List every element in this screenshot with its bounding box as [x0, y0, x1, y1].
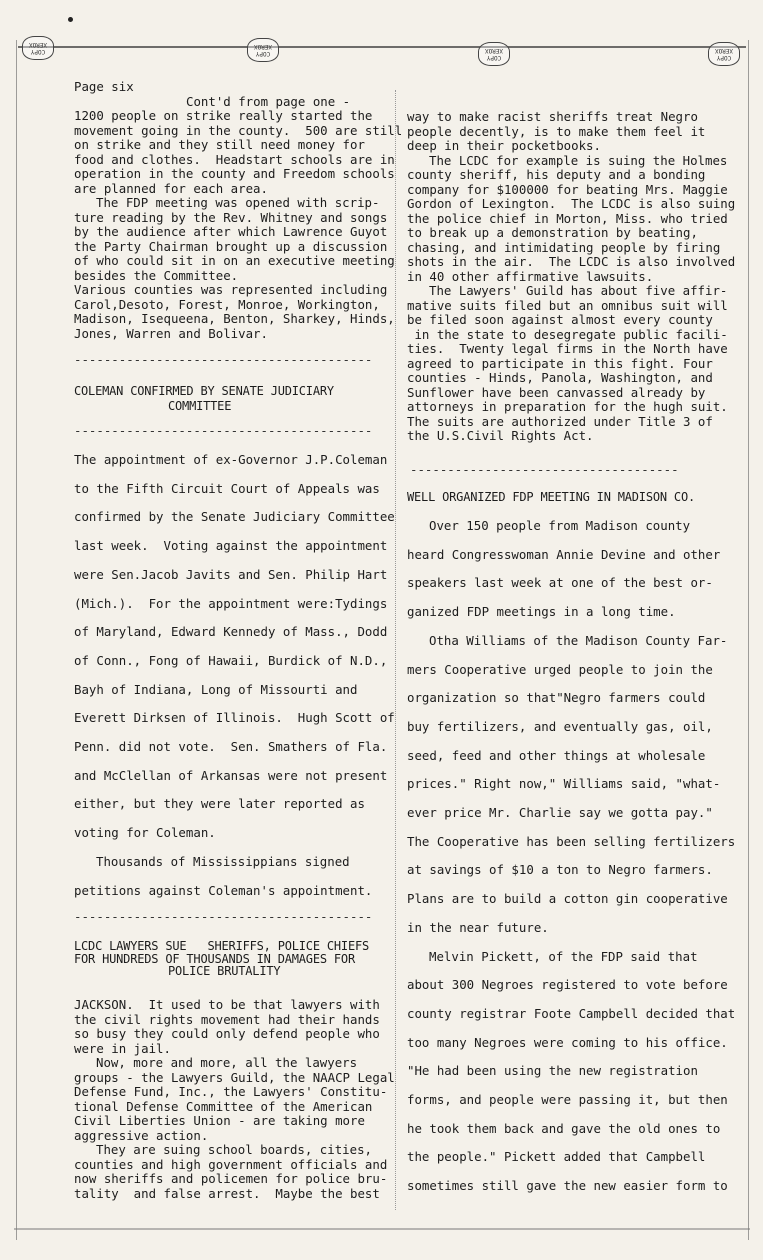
article-line: Otha Williams of the Madison County Far- [429, 632, 728, 648]
top-rule [18, 46, 746, 48]
article-line: were in jail. [74, 1040, 171, 1056]
divider: ---------------------------------------- [74, 423, 373, 438]
scan-edge-left [16, 40, 17, 1240]
article-line: groups - the Lawyers Guild, the NAACP Legal [74, 1069, 395, 1085]
scan-edge-right [748, 40, 749, 1240]
article-line: counties - Hinds, Panola, Washington, and [407, 370, 713, 385]
article-line: petitions against Coleman's appointment. [74, 882, 373, 898]
article-line: of Conn., Fong of Hawaii, Burdick of N.D., [74, 652, 388, 668]
article-line: forms, and people were passing it, but then [407, 1092, 728, 1108]
article-line: ties. Twenty legal firms in the North have [407, 341, 728, 356]
headline-line: POLICE BRUTALITY [168, 964, 281, 978]
article-line: about 300 Negroes registered to vote before [407, 977, 728, 993]
strike-line: on strike and they still need money for [74, 137, 365, 152]
article-line: seed, feed and other things at wholesale [407, 747, 706, 763]
xerox-stamp-4: COPY XEROX [708, 42, 740, 66]
article-line: Sunflower have been canvassed already by [407, 384, 706, 400]
punch-dot [68, 17, 73, 22]
fdp-line: Madison, Isequeena, Benton, Sharkey, Hinds, [74, 311, 395, 326]
headline-line: FOR HUNDREDS OF THOUSANDS IN DAMAGES FOR [74, 951, 355, 966]
coleman-headline [74, 384, 392, 413]
madison-headline [407, 490, 745, 504]
article-line: the police chief in Morton, Miss. who tried [407, 210, 728, 226]
article-line: Gordon of Lexington. The LCDC is also suing [407, 196, 736, 211]
article-line: Penn. did not vote. Sen. Smathers of Fla. [74, 739, 388, 755]
right-column-top [407, 110, 745, 444]
article-line: tional Defense Committee of the American [74, 1098, 373, 1114]
xerox-stamp-3: COPY XEROX [478, 42, 510, 66]
article-line: people decently, is to make them feel it [407, 123, 706, 139]
page-label: Page six [74, 79, 134, 94]
article-line: organization so that"Negro farmers could [407, 690, 706, 706]
strike-line: are planned for each area. [74, 180, 268, 196]
article-line: mers Cooperative urged people to join the [407, 661, 713, 677]
article-line: he took them back and gave the old ones to [407, 1120, 721, 1136]
fdp-line: Carol,Desoto, Forest, Monroe, Workington, [74, 296, 380, 312]
divider: ---------------------------------------- [74, 352, 373, 367]
article-line: Melvin Pickett, of the FDP said that [429, 948, 698, 964]
article-line: county sheriff, his deputy and a bonding [407, 167, 706, 182]
article-line: either, but they were later reported as [74, 796, 365, 812]
article-line: Thousands of Mississippians signed [96, 853, 350, 869]
article-line: The appointment of ex-Governor J.P.Coleman [74, 452, 388, 467]
column-divider [395, 90, 397, 1210]
article-line: the civil rights movement had their hands [74, 1011, 380, 1027]
article-line: heard Congresswoman Annie Devine and other [407, 546, 721, 562]
fdp-line: Jones, Warren and Bolivar. [74, 325, 268, 341]
article-line: agreed to participate in this fight. Four [407, 355, 713, 371]
article-line: mative suits filed but an omnibus suit will [407, 297, 728, 313]
article-line: to break up a demonstration by beating, [407, 225, 698, 240]
article-line: Now, more and more, all the lawyers [96, 1055, 358, 1070]
article-line: The suits are authorized under Title 3 of [407, 413, 713, 429]
fdp-line: by the audience after which Lawrence Guyot [74, 224, 388, 239]
headline-line: WELL ORGANIZED FDP MEETING IN MADISON CO. [407, 490, 696, 504]
article-line: prices." Right now," Williams said, "what- [407, 776, 721, 792]
article-line: JACKSON. It used to be that lawyers with [74, 997, 380, 1012]
article-line: speakers last week at one of the best or- [407, 575, 713, 591]
headline-line: LCDC LAWYERS SUE SHERIFFS, POLICE CHIEFS [74, 939, 370, 953]
fdp-line: Various counties was represented including [74, 282, 388, 297]
article-line: in 40 other affirmative lawsuits. [407, 268, 654, 284]
article-line: ever price Mr. Charlie say we gotta pay." [407, 805, 713, 821]
article-line: Civil Liberties Union - are taking more [74, 1113, 365, 1128]
article-line: sometimes still gave the new easier form to [407, 1178, 728, 1194]
coleman-article [74, 446, 395, 905]
article-line: attorneys in preparation for the hugh suit. [407, 399, 728, 414]
strike-line: movement going in the county. 500 are still [74, 122, 403, 138]
article-line: Over 150 people from Madison county [429, 518, 691, 533]
article-line: Defense Fund, Inc., the Lawyers' Constitu- [74, 1084, 388, 1099]
article-line: of Maryland, Edward Kennedy of Mass., Dodd [74, 624, 388, 640]
article-line: "He had been using the new registration [407, 1063, 698, 1079]
article-line: be filed soon against almost every county [407, 312, 713, 327]
fdp-line: ture reading by the Rev. Whitney and songs [74, 209, 388, 225]
article-line: at savings of $10 a ton to Negro farmers. [407, 862, 713, 878]
article-line: the U.S.Civil Rights Act. [407, 428, 594, 443]
article-line: in the state to desegregate public facili- [407, 326, 728, 342]
xerox-stamp-1: COPY XEROX [22, 36, 54, 60]
article-line: were Sen.Jacob Javits and Sen. Philip Hart [74, 566, 388, 582]
article-line: so busy they could only defend people who [74, 1026, 380, 1041]
lcdc-article [74, 997, 395, 1201]
fdp-line: the Party Chairman brought up a discussion [74, 238, 388, 254]
article-line: tality and false arrest. Maybe the best [74, 1185, 380, 1201]
article-line: They are suing school boards, cities, [96, 1142, 373, 1157]
article-line: voting for Coleman. [74, 825, 216, 841]
article-line: way to make racist sheriffs treat Negro [407, 109, 698, 124]
article-line: The Cooperative has been selling fertilizers [407, 833, 736, 849]
fdp-line: besides the Committee. [74, 267, 239, 283]
divider: ---------------------------------------- [74, 909, 373, 924]
article-line: (Mich.). For the appointment were:Tydings [74, 595, 388, 611]
article-line: Bayh of Indiana, Long of Missourti and [74, 681, 358, 697]
article-line: now sheriffs and policemen for police bru- [74, 1171, 388, 1186]
strike-line: operation in the county and Freedom schools [74, 166, 395, 181]
article-line: too many Negroes were coming to his office. [407, 1034, 728, 1050]
divider: ------------------------------------ [410, 462, 679, 477]
article-line: deep in their pocketbooks. [407, 138, 601, 153]
strike-line: food and clothes. Headstart schools are in [74, 151, 395, 167]
article-line: The LCDC for example is suing the Holmes [429, 152, 728, 168]
article-line: ganized FDP meetings in a long time. [407, 604, 676, 620]
article-line: county registrar Foote Campbell decided that [407, 1005, 736, 1021]
madison-article [407, 512, 745, 1201]
article-line: in the near future. [407, 919, 549, 935]
article-line: aggressive action. [74, 1127, 209, 1143]
article-line: company for $100000 for beating Mrs. Maggie [407, 181, 728, 197]
xerox-stamp-2: COPY XEROX [247, 38, 279, 62]
article-line: to the Fifth Circuit Court of Appeals was [74, 480, 380, 496]
article-line: Everett Dirksen of Illinois. Hugh Scott of [74, 710, 395, 726]
headline-line: COMMITTEE [168, 398, 232, 413]
article-line: counties and high government officials and [74, 1156, 388, 1172]
fdp-line: of who could sit in on an executive meeting [74, 253, 395, 268]
article-line: The Lawyers' Guild has about five affir- [429, 283, 728, 298]
headline-line: COLEMAN CONFIRMED BY SENATE JUDICIARY [74, 384, 334, 398]
article-line: confirmed by the Senate Judiciary Committee [74, 509, 395, 525]
article-line: chasing, and intimidating people by firing [407, 239, 721, 255]
article-line: last week. Voting against the appointment [74, 538, 388, 554]
article-line: shots in the air. The LCDC is also involved [407, 254, 736, 269]
left-column-top [74, 79, 403, 341]
cont-line: Cont'd from page one - [186, 93, 351, 109]
scan-edge-bottom [14, 1228, 750, 1230]
lcdc-headline [74, 940, 392, 978]
article-line: the people." Pickett added that Campbell [407, 1149, 706, 1165]
strike-line: 1200 people on strike really started the [74, 108, 373, 123]
fdp-line: The FDP meeting was opened with scrip- [96, 195, 380, 210]
article-line: buy fertilizers, and eventually gas, oil, [407, 718, 713, 734]
article-line: and McClellan of Arkansas were not present [74, 767, 388, 783]
article-line: Plans are to build a cotton gin cooperative [407, 891, 728, 907]
